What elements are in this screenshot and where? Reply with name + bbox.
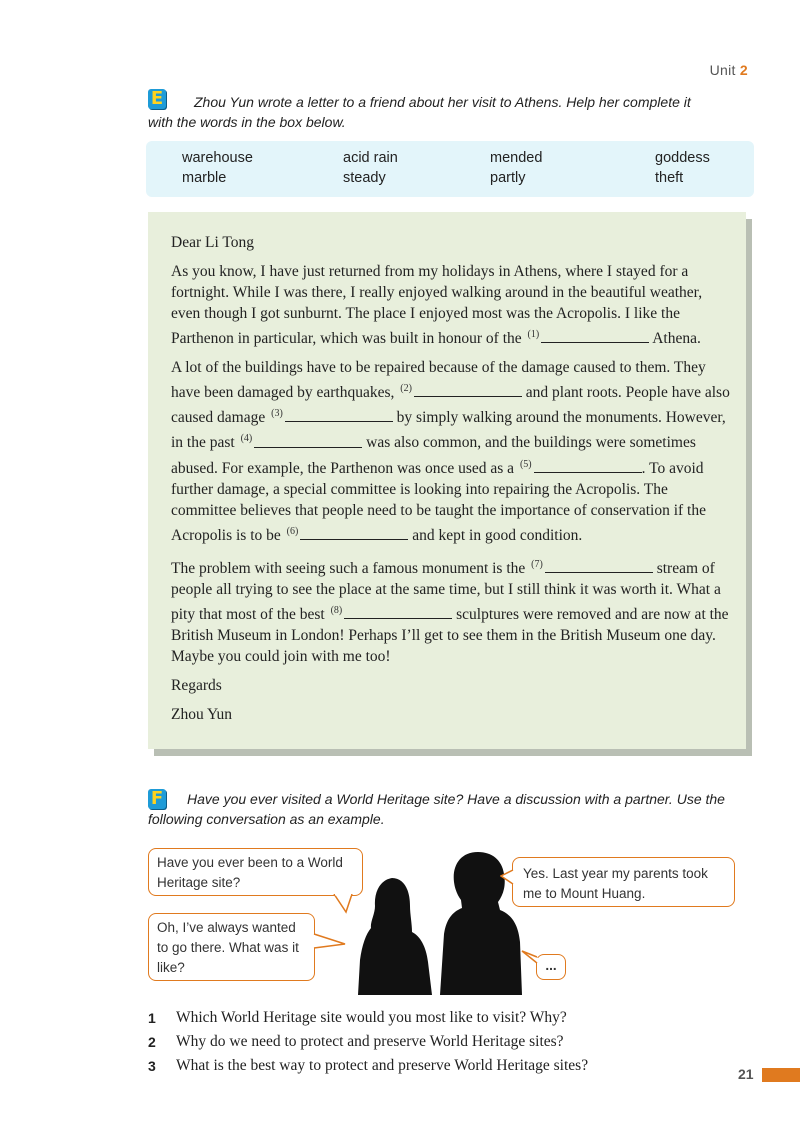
question-text: What is the best way to protect and preserve World Heritage sites? <box>176 1057 589 1074</box>
letter-paragraph-3: The problem with seeing such a famous monument is the $^{(7)}$ stream of people all trying to see the place at the same time, but I still think it was worth it. What a pity that most of the best $^{(8)}$ sculptures were removed and are now at the British Museum in London! Perhaps I’ll get to see them in the British Museum one day. Maybe you could join with me too! <box>171 558 729 666</box>
section-e-marker: E <box>148 89 166 109</box>
section-f-marker: F <box>148 789 166 809</box>
blank-number: (8) <box>330 605 343 617</box>
word-box-item: goddess <box>655 150 710 166</box>
letter-paragraph-2: A lot of the buildings have to be repaired because of the damage caused to them. They have been damaged by earthquakes, $^{(2)}$ and plant roots. People have also caused damage $^{(3)}$ by simply walking around the monuments. However, in the past $^{(4)}$ was also common, and the buildings were sometimes abused. For example, the Parthenon was once used as a $^{(5)}$ . To avoid further damage, a special committee is looking into repairing the Acropolis. The committee believes that people need to be taught the importance of conservation if the Acropolis is to be $^{(6)}$ and kept in good condition. <box>171 359 730 544</box>
question-number: 2 <box>148 1034 156 1050</box>
letter-paragraph-1: As you know, I have just returned from my holidays in Athens, where I stayed for a fortnight. While I was there, I really enjoyed walking around in the beautiful weather, even though I got sunburnt. The place I enjoyed most was the Acropolis. I like the Parthenon in particular, which was built in honour of the $^{(1)}$ Athena. <box>171 263 703 348</box>
unit-word: Unit <box>709 62 736 78</box>
answer-blank[interactable] <box>541 328 649 343</box>
bubble-tail <box>500 868 514 890</box>
page-number-bar <box>762 1068 800 1082</box>
speech-bubble-girl-reply: Oh, I’ve always wanted to go there. What was it like? <box>148 913 315 981</box>
letter-signature: Zhou Yun <box>171 706 232 724</box>
word-box-item: theft <box>655 170 684 186</box>
answer-blank[interactable] <box>545 558 653 573</box>
letter-greeting: Dear Li Tong <box>171 234 254 251</box>
letter-body <box>171 232 731 733</box>
word-box-item: marble <box>182 170 227 186</box>
section-f-instruction-line2: following conversation as an example. <box>148 811 385 827</box>
answer-blank[interactable] <box>344 604 452 619</box>
word-box-item: warehouse <box>182 150 253 166</box>
question-text: Why do we need to protect and preserve World Heritage sites? <box>176 1033 564 1050</box>
answer-blank[interactable] <box>300 525 408 540</box>
answer-blank[interactable] <box>414 382 522 397</box>
question-number: 1 <box>148 1010 156 1026</box>
blank-number: (4) <box>240 433 253 445</box>
answer-blank[interactable] <box>254 433 362 448</box>
unit-number: 2 <box>739 62 748 78</box>
blank-number: (5) <box>519 458 532 470</box>
girl-silhouette-icon <box>358 878 432 995</box>
word-box-item: acid rain <box>343 150 398 166</box>
bubble-tail <box>332 894 356 914</box>
section-e-instruction-line2: with the words in the box below. <box>148 114 346 130</box>
question-number: 3 <box>148 1058 156 1074</box>
blank-number: (6) <box>286 525 299 537</box>
answer-blank[interactable] <box>534 458 642 473</box>
word-box-item: steady <box>343 170 386 186</box>
word-box-item: partly <box>490 170 526 186</box>
speech-bubble-girl-question: Have you ever been to a World Heritage site? <box>148 848 363 896</box>
blank-number: (3) <box>271 408 283 420</box>
speech-bubble-ellipsis: ... <box>536 954 566 980</box>
bubble-tail <box>521 950 539 966</box>
bubble-tail <box>313 932 347 952</box>
blank-number: (1) <box>527 329 540 340</box>
word-box-item: mended <box>490 150 543 166</box>
page-number: 21 <box>738 1066 754 1082</box>
blank-number: (2) <box>400 383 412 395</box>
letter-closing: Regards <box>171 677 222 695</box>
blank-number: (7) <box>531 558 543 570</box>
question-text: Which World Heritage site would you most like to visit? Why? <box>176 1009 567 1026</box>
unit-label <box>710 62 748 78</box>
speech-bubble-boy-answer: Yes. Last year my parents took me to Mount Huang. <box>512 857 735 907</box>
section-e-instruction-line1: Zhou Yun wrote a letter to a friend about her visit to Athens. Help her complete it <box>194 94 691 110</box>
answer-blank[interactable] <box>285 407 393 422</box>
section-f-instruction-line1: Have you ever visited a World Heritage site? Have a discussion with a partner. Use the <box>187 791 725 807</box>
